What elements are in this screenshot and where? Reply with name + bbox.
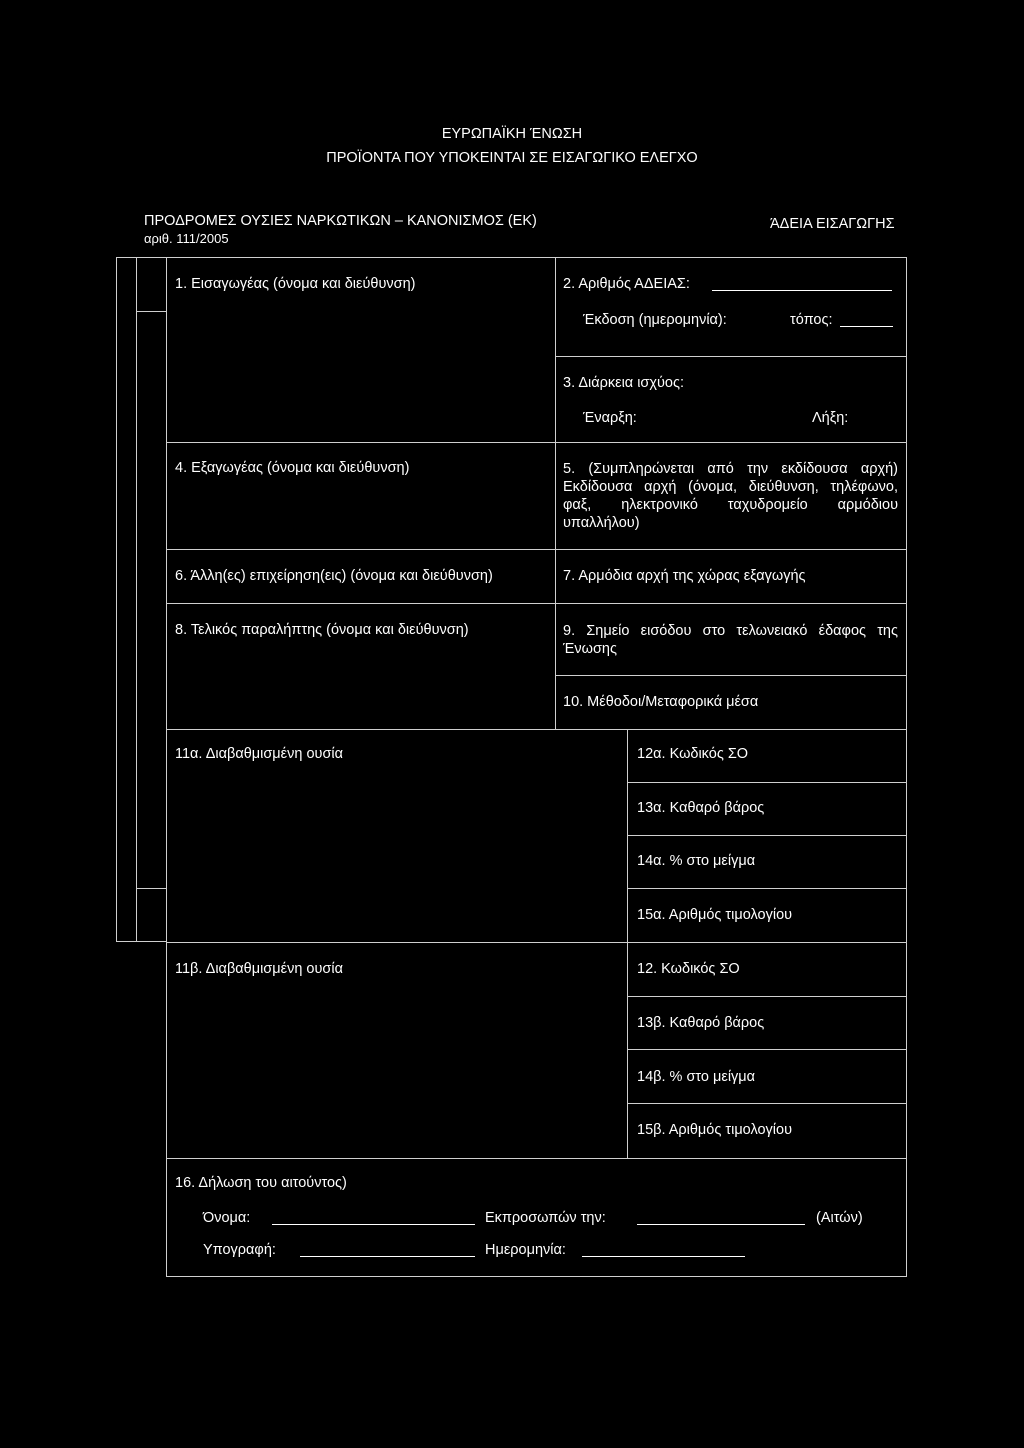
substance-b-label: 11β. Διαβαθμισμένη ουσία (175, 961, 343, 977)
place-label: τόπος: (790, 312, 833, 328)
header-subtitle: ΠΡΟΪΟΝΤΑ ΠΟΥ ΥΠΟΚΕΙΝΤΑΙ ΣΕ ΕΙΣΑΓΩΓΙΚΟ ΕΛΕΓΧΟ (326, 150, 698, 166)
invoice-number-a-label: 15α. Αριθμός τιμολογίου (637, 907, 793, 923)
entry-point-label: 9. Σημείο εισόδου στο τελωνειακό έδαφος της Ένωσης (563, 623, 898, 657)
signature-field[interactable] (300, 1256, 475, 1257)
issue-date-label: Έκδοση (ημερομηνία): (583, 312, 727, 328)
header-title: ΕΥΡΩΠΑΪΚΗ ΈΝΩΣΗ (441, 126, 583, 142)
declaration-label: 16. Δήλωση του αιτούντος) (175, 1175, 347, 1191)
regulation-title: ΠΡΟΔΡΟΜΕΣ ΟΥΣΙΕΣ ΝΑΡΚΩΤΙΚΩΝ – ΚΑΝΟΝΙΣΜΟΣ (ΕΚ) (144, 213, 537, 229)
exporter-label: 4. Εξαγωγέας (όνομα και διεύθυνση) (175, 460, 410, 476)
mixture-percent-b-label: 14β. % στο μείγμα (637, 1069, 756, 1085)
validity-label: 3. Διάρκεια ισχύος: (563, 375, 684, 391)
licence-number-field[interactable] (712, 290, 892, 291)
validity-end-label: Λήξη: (812, 410, 849, 426)
licence-number-label: 2. Αριθμός ΑΔΕΙΑΣ: (563, 276, 690, 292)
mixture-percent-a-label: 14α. % στο μείγμα (637, 853, 756, 869)
cn-code-a-label: 12α. Κωδικός ΣΟ (637, 746, 749, 762)
final-consignee-label: 8. Τελικός παραλήπτης (όνομα και διεύθυνση) (175, 622, 469, 638)
importer-label: 1. Εισαγωγέας (όνομα και διεύθυνση) (175, 276, 416, 292)
date-field[interactable] (582, 1256, 745, 1257)
substance-a-label: 11α. Διαβαθμισμένη ουσία (175, 746, 344, 762)
issuing-authority-label: 5. (Συμπληρώνεται από την εκδίδουσα αρχή) Εκδίδουσα αρχή (όνομα, διεύθυνση, τηλέφωνο, φαξ, ηλεκτρονικό ταχυδρομείο αρμόδιου υπαλλήλου) (563, 461, 898, 531)
other-operators-label: 6. Άλλη(ες) επιχείρηση(εις) (όνομα και διεύθυνση) (175, 568, 493, 584)
place-field[interactable] (840, 326, 893, 327)
name-label: Όνομα: (203, 1210, 251, 1226)
date-label: Ημερομηνία: (485, 1242, 566, 1258)
signature-label: Υπογραφή: (203, 1242, 276, 1258)
transport-label: 10. Μέθοδοι/Μεταφορικά μέσα (563, 694, 759, 710)
applicant-label: (Αιτών) (816, 1210, 863, 1226)
validity-start-label: Έναρξη: (583, 410, 637, 426)
invoice-number-b-label: 15β. Αριθμός τιμολογίου (637, 1122, 793, 1138)
document-type: ΆΔΕΙΑ ΕΙΣΑΓΩΓΗΣ (770, 216, 895, 232)
representing-field[interactable] (637, 1224, 805, 1225)
regulation-number: αριθ. 111/2005 (144, 231, 229, 246)
export-authority-label: 7. Αρμόδια αρχή της χώρας εξαγωγής (563, 568, 806, 584)
name-field[interactable] (272, 1224, 475, 1225)
cn-code-b-label: 12. Κωδικός ΣΟ (637, 961, 740, 977)
representing-label: Εκπροσωπών την: (485, 1210, 606, 1226)
net-weight-a-label: 13α. Καθαρό βάρος (637, 800, 765, 816)
net-weight-b-label: 13β. Καθαρό βάρος (637, 1015, 765, 1031)
